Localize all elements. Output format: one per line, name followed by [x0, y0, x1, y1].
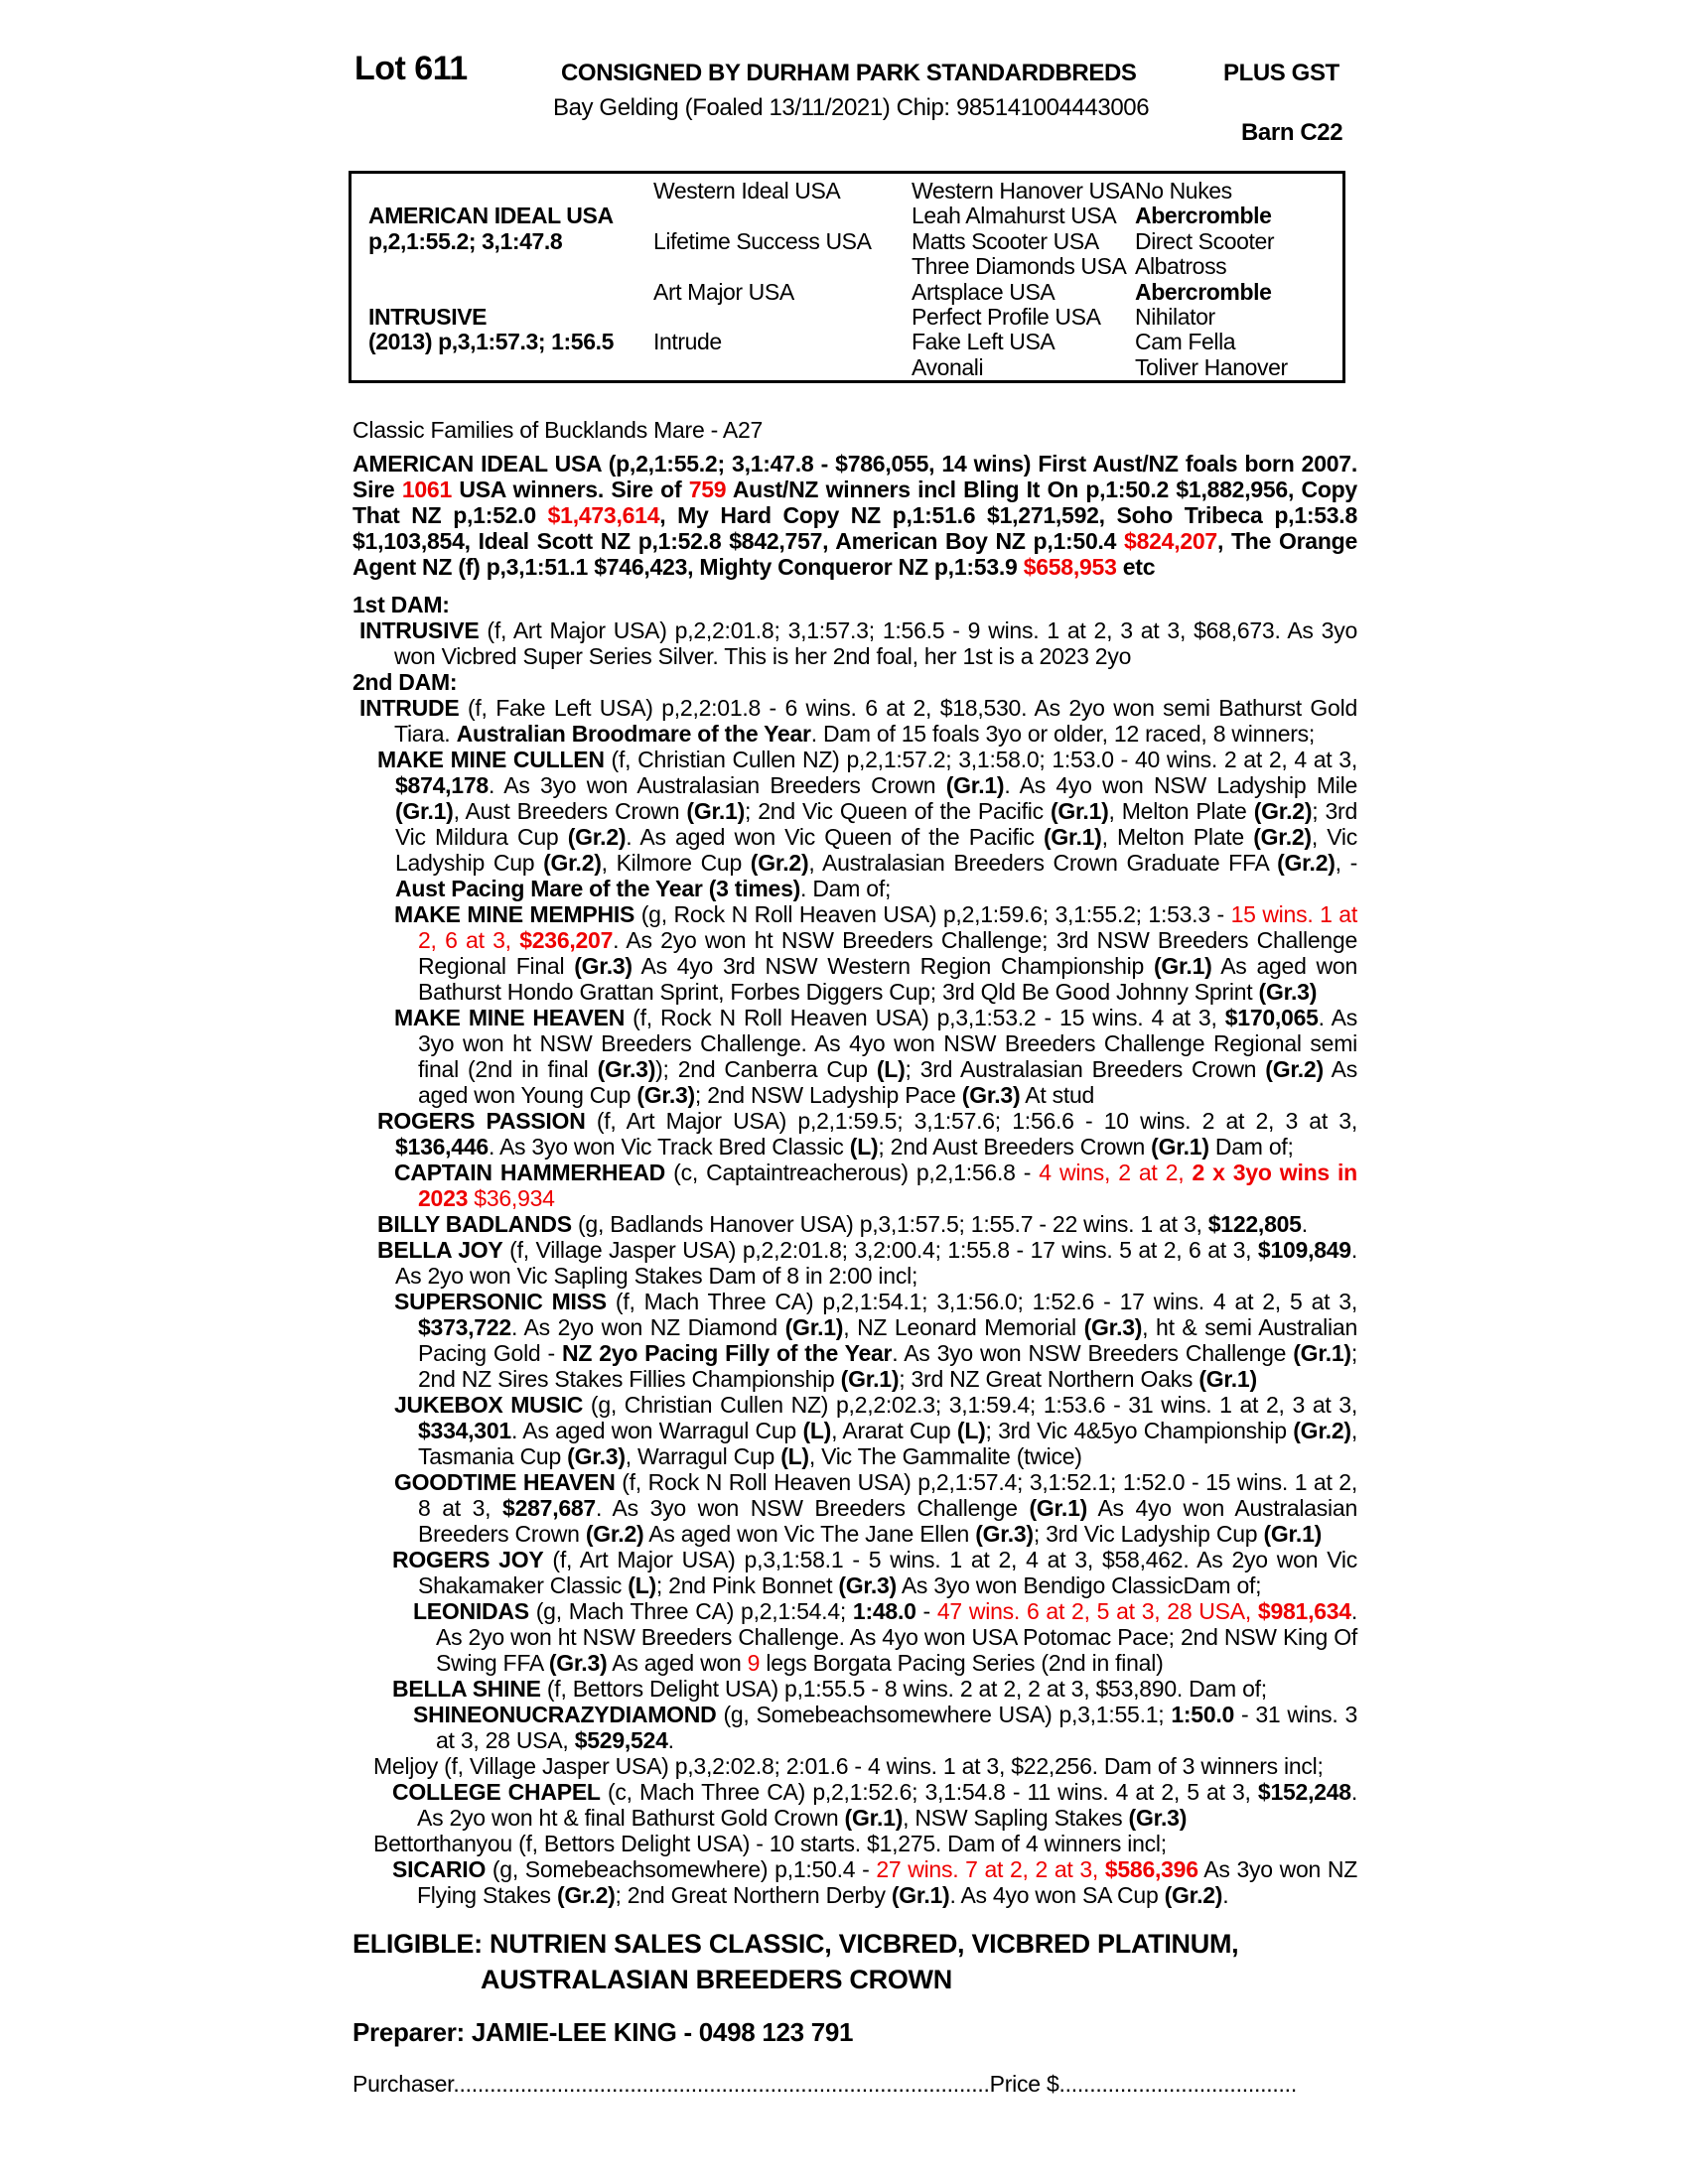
- text-run: (Gr.2): [567, 824, 627, 850]
- purchaser-line: [352, 2071, 1357, 2097]
- text-run: -: [915, 1598, 937, 1624]
- text-run: , Melton Plate: [1108, 798, 1254, 824]
- text-run: , Melton Plate: [1101, 824, 1254, 850]
- text-run: . As 3yo won NSW Breeders Challenge: [595, 1495, 1030, 1521]
- text-run: 759: [688, 477, 727, 502]
- text-run: $122,805: [1207, 1211, 1302, 1237]
- pedigree-cell: Nihilator: [1135, 303, 1215, 330]
- text-run: (L): [628, 1572, 656, 1598]
- text-run: . As 4yo won SA Cup: [949, 1882, 1165, 1908]
- text-run: - 31 wins. 3 at 3, 28 USA,: [436, 1702, 1358, 1753]
- text-run: (f, Village Jasper USA) p,2,2:01.8; 3,2:00.4; 1:55.8 - 17 wins. 5 at 2, 6 at 3,: [502, 1237, 1258, 1263]
- text-run: (L): [780, 1443, 809, 1469]
- pedigree-cell: Toliver Hanover: [1135, 353, 1288, 380]
- text-run: INTRUDE: [359, 695, 460, 721]
- foal-goodtime-heaven: [352, 1469, 1357, 1547]
- text-run: Preparer: JAMIE-LEE KING - 0498 123 791: [352, 2017, 854, 2047]
- text-run: (Gr.1): [1198, 1366, 1257, 1392]
- text-run: (Gr.1): [1029, 1495, 1088, 1521]
- text-run: (Gr.3): [1258, 979, 1318, 1005]
- foal-make-mine-memphis: [352, 901, 1357, 1005]
- pedigree-cell: Lifetime Success USA: [653, 227, 872, 254]
- text-run: (L): [849, 1134, 879, 1160]
- text-run: ; 2nd Pink Bonnet: [655, 1572, 839, 1598]
- foal-make-mine-heaven: [352, 1005, 1357, 1108]
- foal-jukebox-music: [352, 1392, 1357, 1469]
- text-run: (g, Mach Three CA) p,2,1:54.4;: [528, 1598, 853, 1624]
- text-run: ); 2nd Canberra Cup: [655, 1056, 877, 1082]
- text-run: (Gr.1): [1293, 1340, 1351, 1366]
- text-run: $287,687: [502, 1495, 596, 1521]
- text-run: (L): [802, 1418, 832, 1443]
- text-run: (L): [956, 1418, 986, 1443]
- text-run: SHINEONUCRAZYDIAMOND: [413, 1702, 717, 1727]
- text-run: , My Hard Copy NZ p,1:51.6 $1,271,592, Soho Tribeca p,1:53.8 $1,103,854, Ideal Scott NZ p,1:52.8 $842,757, American Boy NZ p,1:50.4: [352, 502, 1357, 554]
- text-run: (Gr.3): [574, 953, 633, 979]
- text-run: ; 3rd Vic Mildura Cup: [395, 798, 1357, 850]
- dam-intrusive: [352, 617, 1357, 669]
- text-run: As 4yo won Australasian Breeders Crown: [418, 1495, 1357, 1547]
- text-run: ; 2nd Aust Breeders Crown: [878, 1134, 1152, 1160]
- text-run: 1:48.0: [852, 1598, 916, 1624]
- text-run: $981,634: [1257, 1598, 1351, 1624]
- text-run: (Gr.1): [1263, 1521, 1323, 1547]
- text-run: Bettorthanyou (f, Bettors Delight USA) - 10 starts. $1,275. Dam of 4 winners incl;: [373, 1831, 1167, 1856]
- pedigree-cell: Avonali: [912, 353, 984, 380]
- text-run: MAKE MINE HEAVEN: [394, 1005, 626, 1030]
- text-run: . Dam of;: [800, 876, 892, 901]
- text-run: (Gr.1): [891, 1882, 950, 1908]
- text-run: 1061: [401, 477, 452, 502]
- pedigree-cell: Albatross: [1135, 253, 1227, 280]
- text-run: (Gr.3): [1083, 1314, 1143, 1340]
- horse-description: Bay Gelding (Foaled 13/11/2021) Chip: 985141004443006: [553, 94, 1150, 121]
- plus-gst-label: PLUS GST: [1223, 60, 1339, 86]
- lot-number: Lot 611: [354, 50, 468, 87]
- text-run: (Gr.1): [686, 798, 745, 824]
- text-run: As 3yo won NZ Flying Stakes: [417, 1856, 1358, 1908]
- text-run: , Vic The Gammalite (twice): [808, 1443, 1082, 1469]
- text-run: $236,207: [519, 927, 614, 953]
- pedigree-cell: Western Hanover USA: [912, 178, 1135, 204]
- text-run: ; 2nd Vic Queen of the Pacific: [745, 798, 1051, 824]
- text-run: (Gr.2): [1164, 1882, 1223, 1908]
- dam-intrude: [352, 695, 1357, 747]
- text-run: (Gr.1): [1050, 798, 1109, 824]
- text-run: $586,396: [1104, 1856, 1198, 1882]
- text-run: BELLA JOY: [377, 1237, 503, 1263]
- text-run: $824,207: [1124, 528, 1217, 554]
- pedigree-cell: Perfect Profile USA: [912, 303, 1101, 330]
- text-run: (Gr.1): [1044, 824, 1102, 850]
- text-run: BILLY BADLANDS: [377, 1211, 572, 1237]
- text-run: $1,473,614: [547, 502, 660, 528]
- text-run: , Warragul Cup: [625, 1443, 781, 1469]
- text-run: . Dam of 15 foals 3yo or older, 12 raced, 8 winners;: [810, 721, 1316, 747]
- text-run: (f, Bettors Delight USA) p,1:55.5 - 8 wins. 2 at 2, 2 at 3, $53,890. Dam of;: [540, 1676, 1267, 1702]
- text-run: , ht & semi Australian Pacing Gold -: [418, 1314, 1357, 1366]
- text-run: , NZ Leonard Memorial: [843, 1314, 1084, 1340]
- text-run: $170,065: [1224, 1005, 1319, 1030]
- text-run: ELIGIBLE: NUTRIEN SALES CLASSIC, VICBRED, VICBRED PLATINUM,: [352, 1929, 1239, 1959]
- text-run: (Gr.2): [1253, 824, 1312, 850]
- text-run: .: [667, 1727, 674, 1753]
- text-run: $109,849: [1257, 1237, 1351, 1263]
- pedigree-cell: Leah Almahurst USA: [912, 203, 1117, 229]
- pedigree-cell: No Nukes: [1135, 178, 1232, 204]
- text-run: 27 wins. 7 at 2, 2 at 3,: [876, 1856, 1105, 1882]
- text-run: 15 wins. 1 at 2, 6 at 3,: [418, 901, 1357, 953]
- text-run: (Gr.3): [567, 1443, 626, 1469]
- foal-captain-hammerhead: [352, 1160, 1357, 1211]
- text-run: As aged won Vic The Jane Ellen: [643, 1521, 976, 1547]
- text-run: Classic Families of Bucklands Mare - A27: [352, 417, 764, 443]
- text-run: , Ararat Cup: [831, 1418, 957, 1443]
- text-run: (Gr.3): [961, 1082, 1021, 1108]
- text-run: (Gr.3): [1128, 1805, 1188, 1831]
- text-run: . As 3yo won NSW Breeders Challenge: [892, 1340, 1294, 1366]
- text-run: GOODTIME HEAVEN: [394, 1469, 616, 1495]
- text-run: As 3yo won Bendigo ClassicDam of;: [896, 1572, 1262, 1598]
- text-run: As aged won: [607, 1650, 748, 1676]
- text-run: (Gr.2): [543, 850, 602, 876]
- text-run: (Gr.3): [636, 1082, 695, 1108]
- text-run: Aust/NZ winners incl Bling It On p,1:50.2 $1,882,956, Copy That NZ p,1:52.0: [352, 477, 1357, 528]
- text-run: legs Borgata Pacing Series (2nd in final): [760, 1650, 1164, 1676]
- text-run: COLLEGE CHAPEL: [392, 1779, 601, 1805]
- foal-billy-badlands: [352, 1211, 1357, 1237]
- text-run: (Gr.1): [840, 1366, 900, 1392]
- text-run: , Australasian Breeders Crown Graduate FFA: [808, 850, 1278, 876]
- text-run: .: [1222, 1882, 1229, 1908]
- text-run: Meljoy (f, Village Jasper USA) p,3,2:02.8; 2:01.6 - 4 wins. 1 at 3, $22,256. Dam of 3 winners incl;: [373, 1753, 1324, 1779]
- sire-summary: [352, 451, 1357, 580]
- pedigree-cell: Three Diamonds USA: [912, 253, 1127, 280]
- text-run: $658,953: [1023, 554, 1117, 580]
- text-run: Price $: [989, 2071, 1059, 2097]
- text-run: 1st DAM:: [352, 592, 450, 617]
- text-run: $152,248: [1257, 1779, 1351, 1805]
- pedigree-cell: Intrude: [653, 329, 722, 355]
- foal-rogers-joy: [352, 1547, 1357, 1598]
- text-run: SUPERSONIC MISS: [394, 1289, 607, 1314]
- text-run: (Gr.3): [838, 1572, 897, 1598]
- pedigree-cell: INTRUSIVE: [368, 303, 488, 330]
- text-run: SICARIO: [392, 1856, 487, 1882]
- text-run: ........................................................................................: [453, 2071, 990, 2097]
- text-run: (Gr.3): [975, 1521, 1034, 1547]
- text-run: (f, Mach Three CA) p,2,1:54.1; 3,1:56.0; 1:52.6 - 17 wins. 4 at 2, 5 at 3,: [606, 1289, 1357, 1314]
- text-run: (f, Art Major USA) p,3,1:58.1 - 5 wins. 1 at 2, 4 at 3, $58,462. As 2yo won Vic Shakamaker Classic: [418, 1547, 1357, 1598]
- text-run: (f, Rock N Roll Heaven USA) p,3,1:53.2 - 15 wins. 4 at 3,: [625, 1005, 1225, 1030]
- text-run: (f, Fake Left USA) p,2,2:01.8 - 6 wins. 6 at 2, $18,530. As 2yo won semi Bathurst Gold Tiara.: [394, 695, 1357, 747]
- pedigree-cell: Western Ideal USA: [653, 178, 841, 204]
- text-run: AUSTRALASIAN BREEDERS CROWN: [481, 1965, 952, 1994]
- text-run: 9: [747, 1650, 761, 1676]
- text-run: (Gr.3): [597, 1056, 656, 1082]
- text-run: (Gr.2): [1277, 850, 1336, 876]
- text-run: . As 3yo won ht NSW Breeders Challenge. As 4yo won NSW Breeders Challenge Regional semi final (2nd in final: [418, 1005, 1357, 1082]
- pedigree-cell: Artsplace USA: [912, 278, 1055, 305]
- pedigree-cell: (2013) p,3,1:57.3; 1:56.5: [368, 329, 614, 355]
- text-run: ROGERS JOY: [392, 1547, 544, 1572]
- text-run: .: [1301, 1211, 1308, 1237]
- family-line: [352, 417, 1357, 443]
- text-run: $373,722: [418, 1314, 511, 1340]
- text-run: ; 3rd NZ Great Northern Oaks: [899, 1366, 1199, 1392]
- text-run: ; 3rd Vic 4&5yo Championship: [985, 1418, 1294, 1443]
- foal-sicario: [352, 1856, 1357, 1908]
- text-run: (Gr.1): [945, 772, 1005, 798]
- foal-supersonic-miss: [352, 1289, 1357, 1392]
- pedigree-cell: Art Major USA: [653, 278, 794, 305]
- pedigree-cell: Abercromble: [1135, 203, 1272, 229]
- text-run: (c, Captaintreacherous) p,2,1:56.8 -: [665, 1160, 1040, 1185]
- text-run: JUKEBOX MUSIC: [394, 1392, 584, 1418]
- text-run: As aged won Young Cup: [418, 1056, 1357, 1108]
- pedigree-cell: Abercromble: [1135, 278, 1272, 305]
- text-run: (Gr.1): [1153, 953, 1212, 979]
- foal-bettorthanyou: [352, 1831, 1357, 1856]
- text-run: , Kilmore Cup: [601, 850, 751, 876]
- text-run: Purchaser: [352, 2071, 454, 2097]
- text-run: (f, Art Major USA) p,2,1:59.5; 3,1:57.6; 1:56.6 - 10 wins. 2 at 2, 3 at 3,: [585, 1108, 1357, 1134]
- text-run: (Gr.1): [395, 798, 454, 824]
- text-run: . As aged won Vic Queen of the Pacific: [626, 824, 1044, 850]
- text-run: (Gr.1): [844, 1805, 904, 1831]
- text-run: As aged won Bathurst Hondo Grattan Sprint, Forbes Diggers Cup; 3rd Qld Be Good Johnny Sprint: [418, 953, 1357, 1005]
- text-run: $529,524: [574, 1727, 668, 1753]
- text-run: Dam of;: [1208, 1134, 1294, 1160]
- foal-make-mine-cullen: [352, 747, 1357, 901]
- text-run: (Gr.2): [1253, 798, 1313, 824]
- text-run: (Gr.1): [1151, 1134, 1209, 1160]
- text-run: , -: [1335, 850, 1357, 876]
- text-run: USA winners. Sire of: [452, 477, 689, 502]
- text-run: AMERICAN IDEAL USA (p,2,1:55.2; 3,1:47.8 - $786,055, 14 wins) First Aust/NZ foals born 2007. Sire: [352, 451, 1357, 502]
- text-run: At stud: [1020, 1082, 1095, 1108]
- foal-shineonucrazydiamond: [352, 1702, 1357, 1753]
- text-run: (Gr.1): [784, 1314, 844, 1340]
- pedigree-cell: Matts Scooter USA: [912, 227, 1099, 254]
- text-run: .......................................: [1058, 2071, 1297, 2097]
- text-run: $36,934: [468, 1185, 555, 1211]
- text-run: MAKE MINE CULLEN: [377, 747, 605, 772]
- pedigree-cell: Direct Scooter: [1135, 227, 1275, 254]
- text-run: , Tasmania Cup: [418, 1418, 1357, 1469]
- text-run: 2 x 3yo wins in 2023: [418, 1160, 1357, 1211]
- text-run: (Gr.2): [585, 1521, 644, 1547]
- text-run: ; 2nd Great Northern Derby: [615, 1882, 892, 1908]
- text-run: 47 wins. 6 at 2, 5 at 3, 28 USA,: [936, 1598, 1258, 1624]
- text-run: Aust Pacing Mare of the Year (3 times): [395, 876, 801, 901]
- text-run: ; 2nd NSW Ladyship Pace: [694, 1082, 962, 1108]
- foal-meljoy: [352, 1753, 1357, 1779]
- pedigree-table: [349, 171, 1345, 383]
- text-run: . As 2yo won Vic Sapling Stakes Dam of 8 in 2:00 incl;: [395, 1237, 1357, 1289]
- text-run: NZ 2yo Pacing Filly of the Year: [562, 1340, 893, 1366]
- text-run: $874,178: [395, 772, 489, 798]
- pedigree-cell: Cam Fella: [1135, 329, 1236, 355]
- text-run: $334,301: [418, 1418, 511, 1443]
- pedigree-cell: Fake Left USA: [912, 329, 1055, 355]
- foal-leonidas: [352, 1598, 1357, 1676]
- pedigree-text: [352, 417, 1357, 2097]
- text-run: (g, Somebeachsomewhere USA) p,3,1:55.1;: [716, 1702, 1172, 1727]
- text-run: (Gr.2): [556, 1882, 616, 1908]
- text-run: As 4yo 3rd NSW Western Region Championship: [632, 953, 1154, 979]
- text-run: (Gr.2): [1265, 1056, 1324, 1082]
- text-run: (Gr.2): [750, 850, 809, 876]
- barn-label: Barn C22: [1241, 119, 1343, 146]
- preparer-line: [352, 2019, 1357, 2045]
- text-run: ; 2nd NZ Sires Stakes Fillies Championship: [418, 1340, 1357, 1392]
- text-run: $136,446: [395, 1134, 489, 1160]
- eligibility-statement: [352, 1926, 1357, 1997]
- text-run: . As aged won Warragul Cup: [510, 1418, 803, 1443]
- foal-bella-shine: [352, 1676, 1357, 1702]
- heading-2nd-dam: [352, 669, 1357, 695]
- text-run: BELLA SHINE: [392, 1676, 541, 1702]
- text-run: (g, Somebeachsomewhere) p,1:50.4 -: [486, 1856, 877, 1882]
- text-run: (L): [876, 1056, 906, 1082]
- text-run: . As 3yo won Vic Track Bred Classic: [488, 1134, 850, 1160]
- text-run: 4 wins, 2 at 2,: [1039, 1160, 1193, 1185]
- text-run: (Gr.3): [548, 1650, 608, 1676]
- text-run: Australian Broodmare of the Year: [456, 721, 811, 747]
- text-run: . As 2yo won ht & final Bathurst Gold Crown: [417, 1779, 1357, 1831]
- text-run: , NSW Sapling Stakes: [903, 1805, 1129, 1831]
- text-run: etc: [1116, 554, 1156, 580]
- pedigree-cell: p,2,1:55.2; 3,1:47.8: [368, 227, 563, 254]
- text-run: (f, Art Major USA) p,2,2:01.8; 3,1:57.3; 1:56.5 - 9 wins. 1 at 2, 3 at 3, $68,673. As 3yo won Vicbred Super Series Silver. This is her 2nd foal, her 1st is a 2023 2yo: [394, 617, 1357, 669]
- text-run: (Gr.2): [1293, 1418, 1351, 1443]
- text-run: (g, Christian Cullen NZ) p,2,2:02.3; 3,1:59.4; 1:53.6 - 31 wins. 1 at 2, 3 at 3,: [583, 1392, 1357, 1418]
- text-run: , Vic Ladyship Cup: [395, 824, 1358, 876]
- text-run: (f, Christian Cullen NZ) p,2,1:57.2; 3,1:58.0; 1:53.0 - 40 wins. 2 at 2, 4 at 3,: [604, 747, 1357, 772]
- text-run: . As 3yo won Australasian Breeders Crown: [488, 772, 946, 798]
- text-run: 1:50.0: [1171, 1702, 1235, 1727]
- text-run: LEONIDAS: [413, 1598, 529, 1624]
- foal-bella-joy: [352, 1237, 1357, 1289]
- text-run: INTRUSIVE: [359, 617, 480, 643]
- text-run: . As 2yo won ht NSW Breeders Challenge. As 4yo won USA Potomac Pace; 2nd NSW King Of Swing FFA: [436, 1598, 1357, 1676]
- text-run: MAKE MINE MEMPHIS: [394, 901, 635, 927]
- text-run: (c, Mach Three CA) p,2,1:52.6; 3,1:54.8 - 11 wins. 4 at 2, 5 at 3,: [600, 1779, 1258, 1805]
- text-run: (g, Rock N Roll Heaven USA) p,2,1:59.6; 3,1:55.2; 1:53.3 -: [634, 901, 1231, 927]
- text-run: (f, Rock N Roll Heaven USA) p,2,1:57.4; 3,1:52.1; 1:52.0 - 15 wins. 1 at 2, 8 at 3,: [418, 1469, 1357, 1521]
- text-run: ROGERS PASSION: [377, 1108, 586, 1134]
- foal-rogers-passion: [352, 1108, 1357, 1160]
- text-run: 2nd DAM:: [352, 669, 458, 695]
- text-run: ; 3rd Vic Ladyship Cup: [1033, 1521, 1264, 1547]
- text-run: CAPTAIN HAMMERHEAD: [394, 1160, 666, 1185]
- text-run: . As 2yo won NZ Diamond: [510, 1314, 785, 1340]
- text-run: . As 2yo won ht NSW Breeders Challenge; 3rd NSW Breeders Challenge Regional Final: [418, 927, 1357, 979]
- foal-college-chapel: [352, 1779, 1357, 1831]
- text-run: . As 4yo won NSW Ladyship Mile: [1004, 772, 1357, 798]
- pedigree-cell: AMERICAN IDEAL USA: [368, 203, 614, 229]
- text-run: (g, Badlands Hanover USA) p,3,1:57.5; 1:55.7 - 22 wins. 1 at 3,: [571, 1211, 1208, 1237]
- text-run: , Aust Breeders Crown: [453, 798, 687, 824]
- consignor-line: CONSIGNED BY DURHAM PARK STANDARDBREDS: [561, 60, 1137, 86]
- text-run: , The Orange Agent NZ (f) p,3,1:51.1 $746,423, Mighty Conqueror NZ p,1:53.9: [352, 528, 1357, 580]
- text-run: ; 3rd Australasian Breeders Crown: [905, 1056, 1266, 1082]
- heading-1st-dam: [352, 592, 1357, 617]
